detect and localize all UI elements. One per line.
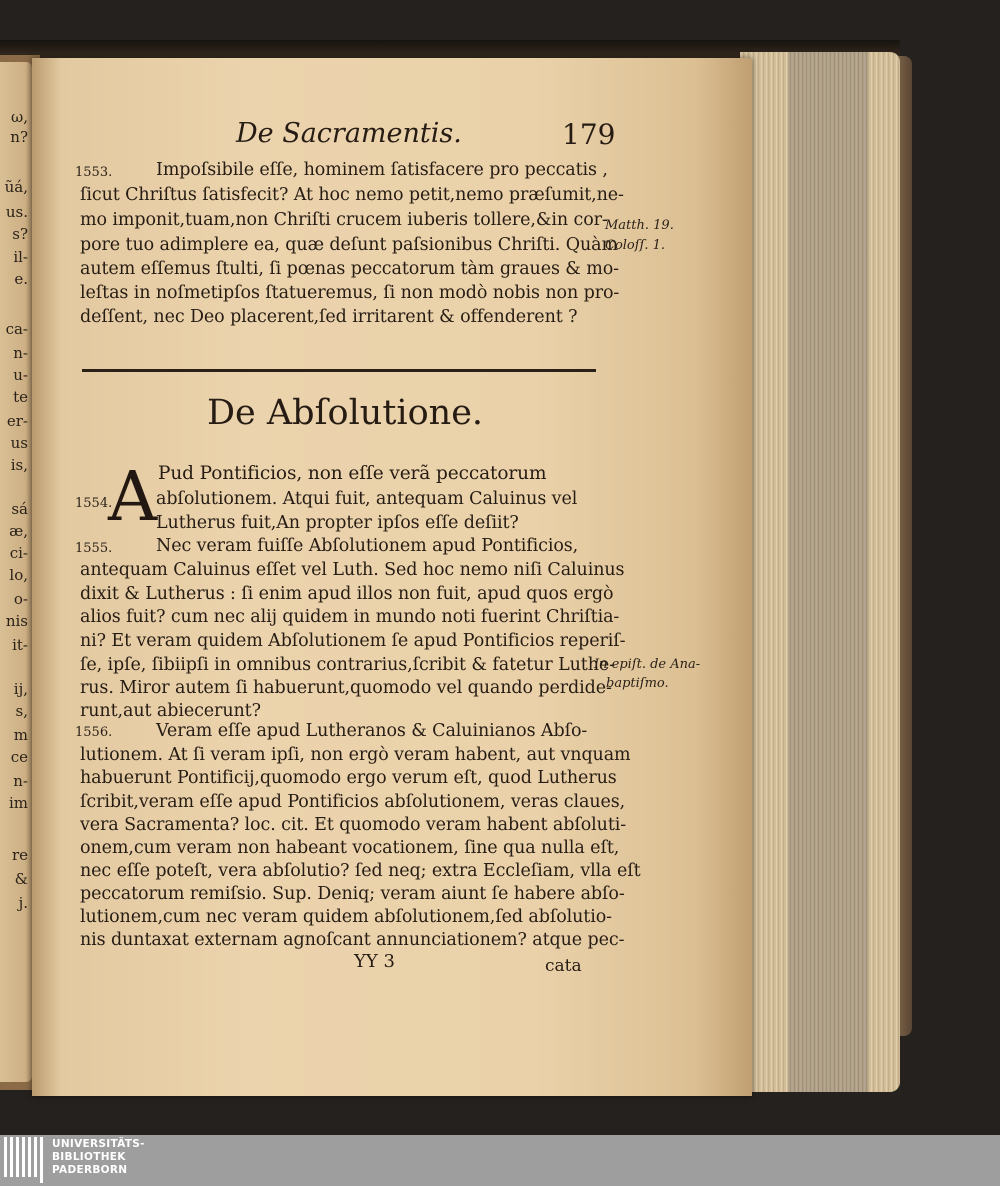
left-page-fragment: & <box>14 870 28 888</box>
text-line: leſtas in noſmetipſos ſtatueremus, ſi non modò nobis non pro- <box>80 283 620 303</box>
text-line: mo imponit,tuam,non Chriſti crucem iuberis tollere,&in cor- <box>80 210 608 230</box>
left-page-fragment: sá <box>11 500 28 518</box>
text-line: lutionem. At ſi veram ipſi, non ergò veram habent, aut vnquam <box>80 745 631 765</box>
marginal-note: In epiſt. de Ana- <box>594 657 701 672</box>
left-page-fragment: nis <box>5 612 28 630</box>
text-line: ſcribit,veram eſſe apud Pontificios abſolutionem, veras claues, <box>80 792 626 812</box>
section-heading: De Abſolutione. <box>207 393 484 433</box>
library-logo-text <box>52 1138 145 1177</box>
paragraph-number: 1555. <box>75 541 113 556</box>
logo-text-line: BIBLIOTHEK <box>52 1151 126 1163</box>
text-line: runt,aut abiecerunt? <box>80 701 261 721</box>
text-line: lutionem,cum nec veram quidem abſolutionem,ſed abſolutio- <box>80 907 612 927</box>
left-page-fragment: s? <box>12 225 28 243</box>
text-line: ſicut Chriſtus ſatisfecit? At hoc nemo petit,nemo præſumit,ne- <box>80 185 624 205</box>
left-page-fragment: o- <box>13 590 28 608</box>
text-line: antequam Caluinus eſſet vel Luth. Sed hoc nemo niſi Caluinus <box>80 560 625 580</box>
left-page-fragment: is, <box>10 456 28 474</box>
left-page-fragment: us <box>10 434 28 452</box>
left-page-fragment: s, <box>15 702 28 720</box>
text-line: Veram eſſe apud Lutheranos & Caluinianos Abſo- <box>156 721 588 741</box>
left-page-fragment: j. <box>18 894 28 912</box>
left-page-fragment: u- <box>13 366 28 384</box>
text-line: Nec veram fuiſſe Abſolutionem apud Pontificios, <box>156 536 579 556</box>
left-page-fragment: il- <box>13 248 28 266</box>
left-page-fragment: e. <box>14 270 28 288</box>
drop-cap: A <box>108 458 158 537</box>
text-line: abſolutionem. Atqui fuit, antequam Caluinus vel <box>156 489 578 509</box>
text-line: vera Sacramenta? loc. cit. Et quomodo veram habent abſoluti- <box>80 815 627 835</box>
text-line: autem eſſemus ſtulti, ſi pœnas peccatorum tàm graues & mo- <box>80 259 619 279</box>
left-page <box>0 62 32 1082</box>
left-page-fragment: te <box>13 388 28 406</box>
text-line: habuerunt Pontificij,quomodo ergo verum eſt, quod Lutherus <box>80 768 617 788</box>
left-page-fragment: æ, <box>9 522 28 540</box>
paragraph-number: 1556. <box>75 725 113 740</box>
text-line: alios fuit? cum nec alij quidem in mundo noti fuerint Chriſtia- <box>80 607 620 627</box>
text-line: onem,cum veram non habeant vocationem, ſine qua nulla eſt, <box>80 838 620 858</box>
marginal-note: Matth. 19. <box>605 218 674 233</box>
marginal-note: Coloſſ. 1. <box>605 238 666 253</box>
page-number: 179 <box>562 118 616 151</box>
left-page-fragment: ca- <box>5 320 28 338</box>
text-line: nis duntaxat externam agnoſcant annunciationem? atque pec- <box>80 930 625 950</box>
left-page-fragment: re <box>11 846 28 864</box>
text-line: ni? Et veram quidem Abſolutionem ſe apud Pontificios reperiſ- <box>80 631 626 651</box>
text-line: peccatorum remiſsio. Sup. Deniq; veram aiunt ſe habere abſo- <box>80 884 625 904</box>
left-page-fragment: ce <box>10 748 28 766</box>
footer-bar <box>0 1135 1000 1186</box>
text-line: rus. Miror autem ſi habuerunt,quomodo vel quando perdide- <box>80 678 612 698</box>
left-page-fragment: ũá, <box>4 178 28 196</box>
left-page-fragment: lo, <box>9 566 28 584</box>
text-line: deſſent, nec Deo placerent,ſed irritarent & offenderent ? <box>80 307 578 327</box>
text-line: Impoſsibile eſſe, hominem ſatisfacere pro peccatis , <box>156 160 608 180</box>
text-line: dixit & Lutherus : ſi enim apud illos non fuit, apud quos ergò <box>80 584 614 604</box>
left-page-fragment: n- <box>13 772 28 790</box>
page-stack <box>740 52 900 1092</box>
left-page-fragment: it- <box>12 636 28 654</box>
left-page-fragment: n? <box>10 128 28 146</box>
marginal-note: baptiſmo. <box>606 676 669 691</box>
left-page-fragment: ci- <box>9 544 28 562</box>
text-line: pore tuo adimplere ea, quæ deſunt paſsionibus Chriſti. Quàm <box>80 235 618 255</box>
left-page-fragment: im <box>8 794 28 812</box>
left-page-fragment: er- <box>6 412 28 430</box>
left-page-fragment: m <box>13 726 28 744</box>
logo-text-line: UNIVERSITÄTS- <box>52 1138 145 1150</box>
signature-mark: YY 3 <box>354 951 395 972</box>
paragraph-number: 1554. <box>75 496 113 511</box>
left-page-fragment: ij, <box>13 680 28 698</box>
library-logo-icon <box>4 1137 46 1183</box>
running-head: De Sacramentis. <box>236 118 462 149</box>
logo-text-line: PADERBORN <box>52 1164 128 1176</box>
text-line: nec eſſe poteſt, vera abſolutio? ſed neq; extra Eccleſiam, vlla eſt <box>80 861 641 881</box>
left-page-fragment: ω, <box>11 108 28 126</box>
left-page-fragment: us. <box>5 203 28 221</box>
catchword: cata <box>545 956 582 976</box>
text-line: Pud Pontificios, non eſſe verã peccatorum <box>158 463 547 484</box>
left-page-fragment: n- <box>13 344 28 362</box>
text-line: ſe, ipſe, ſibiipſi in omnibus contrarius,ſcribit & fatetur Luthe- <box>80 655 615 675</box>
paragraph-number: 1553. <box>75 165 113 180</box>
text-line: Lutherus fuit,An propter ipſos eſſe deſiit? <box>156 513 519 533</box>
horizontal-rule <box>82 369 596 372</box>
